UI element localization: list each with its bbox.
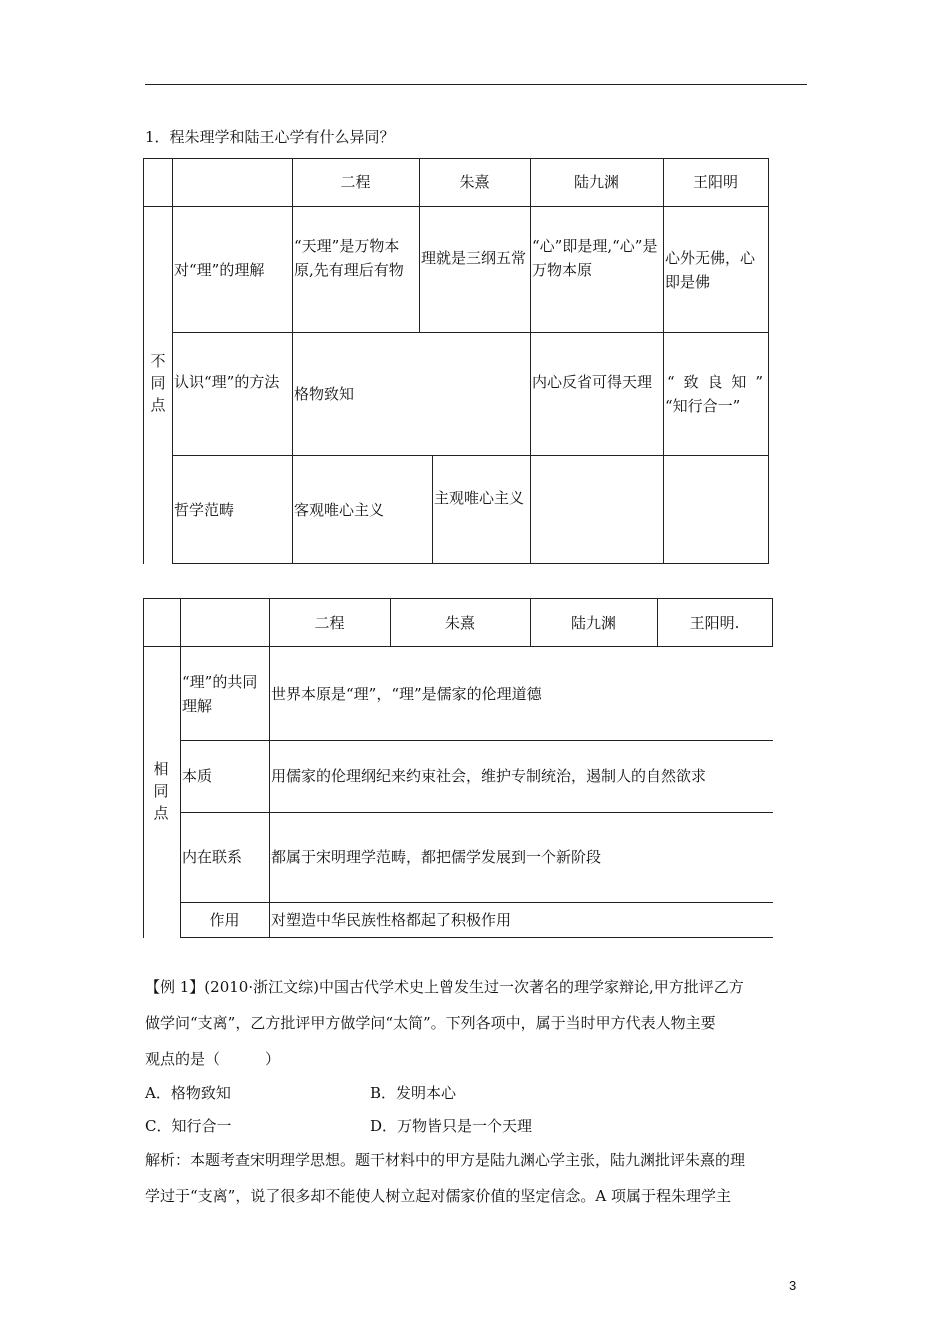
example-line-1: 【例 1】(2010·浙江文综)中国古代学术史上曾发生过一次著名的理学家辩论,甲方批评乙方 (145, 978, 744, 996)
table1-header-wangyangming: 王阳明 (692, 173, 738, 191)
option-d: D．万物皆只是一个天理 (370, 1117, 533, 1135)
table2-row4-label: 作用 (209, 911, 240, 929)
table2-group-label: 相 同 点 (153, 760, 169, 822)
table1-row2-lujiuyuan: 内心反省可得天理 (532, 373, 653, 391)
table1-row1-label: 对“理”的理解 (174, 261, 265, 279)
table1-header-lujiuyuan: 陆九渊 (573, 173, 619, 191)
example-line-2: 做学问“支离”，乙方批评甲方做学问“太简”。下列各项中，属于当时甲方代表人物主要 (145, 1014, 716, 1032)
header-rule (145, 84, 807, 85)
table1-row2-wangyangming-2: “知行合一” (665, 397, 741, 415)
table1-header-ercheng: 二程 (340, 173, 371, 191)
table1-row2-chengzhu: 格物致知 (294, 385, 355, 403)
example-line-3: 观点的是（ ） (145, 1050, 281, 1068)
analysis-line-1: 解析：本题考查宋明理学思想。题干材料中的甲方是陆九渊心学主张，陆九渊批评朱熹的理 (145, 1151, 746, 1169)
table2-row3-label: 内在联系 (182, 848, 243, 866)
table1-row1-lujiuyuan: “心”即是理,“心”是万物本原 (532, 237, 658, 279)
table2-row2-label: 本质 (182, 767, 213, 785)
table1-row3-luwang: 主观唯心主义 (434, 489, 525, 507)
table2-header-zhuxi: 朱熹 (444, 614, 475, 632)
table1-row3-chengzhu: 客观唯心主义 (294, 501, 385, 519)
table1-row1-ercheng: “天理”是万物本原,先有理后有物 (294, 237, 404, 279)
table1-row1-wangyangming: 心外无佛，心即是佛 (665, 249, 756, 291)
option-c: C．知行合一 (145, 1117, 232, 1135)
option-a: A．格物致知 (145, 1084, 231, 1102)
table2-row1-value: 世界本原是“理”，“理”是儒家的伦理道德 (271, 685, 542, 703)
table2-row3-value: 都属于宋明理学范畴，都把儒学发展到一个新阶段 (271, 848, 602, 866)
analysis-line-2: 学过于“支离”，说了很多却不能使人树立起对儒家价值的坚定信念。A 项属于程朱理学主 (145, 1187, 731, 1205)
question-title: 1．程朱理学和陆王心学有什么异同？ (145, 128, 395, 146)
page-number: 3 (789, 1278, 797, 1293)
table2-row2-value: 用儒家的伦理纲纪来约束社会，维护专制统治，遏制人的自然欲求 (271, 767, 707, 785)
table2-header-lujiuyuan: 陆九渊 (570, 614, 616, 632)
table1-row2-wangyangming-1: “致良知” (667, 373, 763, 391)
table1-row1-zhuxi: 理就是三纲五常 (421, 249, 527, 267)
table1-row2-label: 认识“理”的方法 (174, 373, 280, 391)
table2-row4-value: 对塑造中华民族性格都起了积极作用 (271, 911, 512, 929)
table1-row3-label: 哲学范畴 (174, 501, 235, 519)
table1-header-zhuxi: 朱熹 (459, 173, 490, 191)
table2-header-wangyangming: 王阳明. (689, 614, 740, 632)
option-b: B．发明本心 (370, 1084, 457, 1102)
table2-header-ercheng: 二程 (314, 614, 345, 632)
table1-group-label: 不 同 点 (150, 352, 166, 414)
table2-row1-label: “理”的共同理解 (182, 673, 258, 715)
